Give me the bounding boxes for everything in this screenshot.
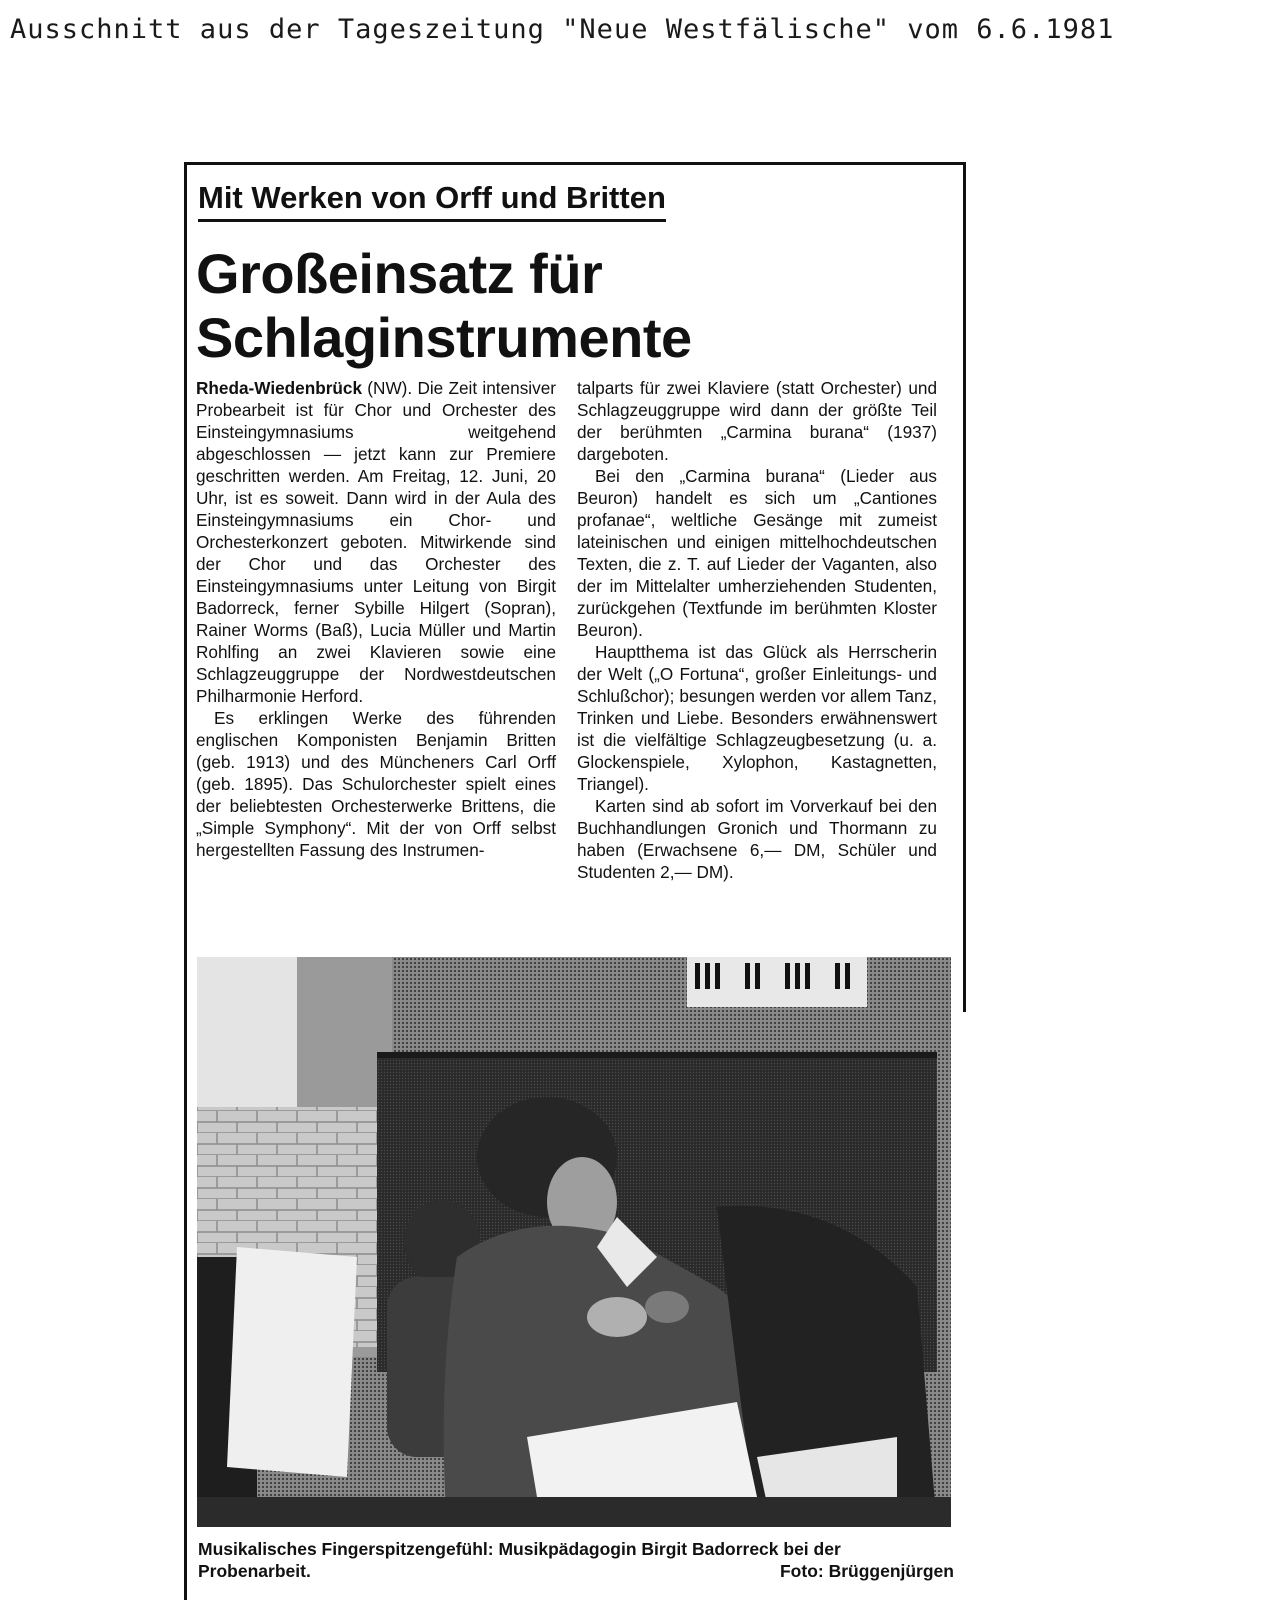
- photo-caption: [198, 1538, 954, 1582]
- article-photo: [197, 957, 951, 1527]
- article-paragraph: Es erklingen Werke des führenden englischen Komponisten Benjamin Britten (geb. 1913) und des Müncheners Carl Orff (geb. 1895). Das Schulorchester spielt eines der beliebtesten Orchesterwerke Brittens, die „Simple Symphony“. Mit der von Orff selbst hergestellten Fassung des Instrumen-: [196, 708, 556, 860]
- article-paragraph: talparts für zwei Klaviere (statt Orchester) und Schlagzeuggruppe wird dann der größte Teil der berühmten „Carmina burana“ (1937) dargeboten.: [577, 378, 937, 464]
- article-dateline: Rheda-Wiedenbrück: [196, 378, 363, 398]
- paragraph-text: (NW). Die Zeit intensiver Probearbeit ist für Chor und Orchester des Einsteingymnasiums weitgehend abgeschlossen — jetzt kann zur Premiere geschritten werden. Am Freitag, 12. Juni, 20 Uhr, ist es soweit. Dann wird in der Aula des Einsteingymnasiums ein Chor- und Orchesterkonzert geboten. Mitwirkende sind der Chor und das Orchester des Einsteingymnasiums unter Leitung von Birgit Badorreck, ferner Sybille Hilgert (Sopran), Rainer Worms (Baß), Lucia Müller und Martin Rohlfing an zwei Klavieren sowie eine Schlagzeuggruppe der Nordwestdeutschen Philharmonie Herford.: [196, 378, 556, 706]
- source-note: Ausschnitt aus der Tageszeitung "Neue Westfälische" vom 6.6.1981: [10, 14, 1115, 45]
- article-headline: Großeinsatz für Schlaginstrumente: [196, 242, 692, 369]
- article-column-left: [196, 377, 556, 861]
- top-rule: [184, 162, 966, 165]
- article-column-right: [577, 377, 937, 883]
- article-paragraph: Hauptthema ist das Glück als Herrscherin der Welt („O Fortuna“, großer Einleitungs- und Schlußchor); besungen werden vor allem Tanz, Trinken und Liebe. Besonders erwähnenswert ist die vielfältige Schlagzeugbesetzung (u. a. Glockenspiele, Xylophon, Kastagnetten, Triangel).: [577, 642, 937, 794]
- photo-credit: Foto: Brüggenjürgen: [779, 1561, 954, 1581]
- article-kicker: Mit Werken von Orff und Britten: [198, 182, 666, 222]
- article-paragraph: [196, 377, 556, 707]
- article-paragraph: Bei den „Carmina burana“ (Lieder aus Beuron) handelt es sich um „Cantiones profanae“, weltliche Gesänge mit zumeist lateinischen und einigen mittelhochdeutschen Texten, die z. T. auf Lieder der Vaganten, also der im Mittelalter umherziehenden Studenten, zurückgehen (Textfunde im berühmten Kloster Beuron).: [577, 466, 937, 640]
- article-paragraph: Karten sind ab sofort im Vorverkauf bei den Buchhandlungen Gronich und Thormann zu haben (Erwachsene 6,— DM, Schüler und Studenten 2,— DM).: [577, 796, 937, 882]
- newspaper-clipping: [184, 162, 966, 1600]
- left-rule: [184, 162, 187, 1600]
- rehearsal-photo-image: [197, 957, 951, 1527]
- right-rule: [963, 162, 966, 1012]
- caption-text: Musikalisches Fingerspitzengefühl: Musikpädagogin Birgit Badorreck bei der Probenarbeit.: [198, 1539, 841, 1581]
